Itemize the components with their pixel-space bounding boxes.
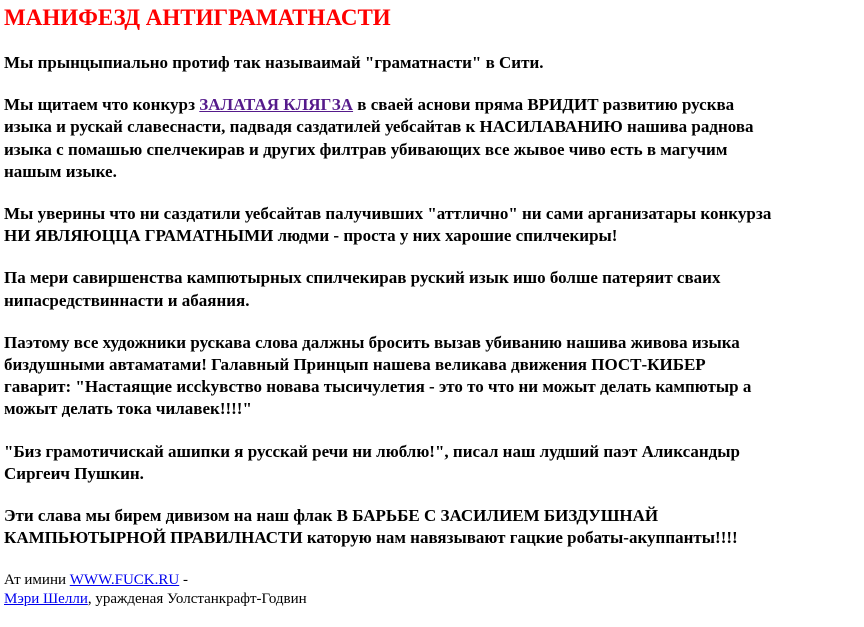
paragraph-7-line-1: Эти слава мы бирем дивизом на наш флак В БАРЬБЕ С ЗАСИЛИЕМ БИЗДУШНАЙ: [4, 506, 659, 526]
paragraph-4-line-1: Па мери савиршенства кампютырных спилчекирав руский изык ишо болше патеряит сваих: [4, 268, 721, 288]
paragraph-3: [4, 203, 864, 247]
page-title: МАНИФЕЗД АНТИГРАМАТНАСТИ: [4, 5, 391, 30]
paragraph-5-line-2: биздушными автаматами! Галавный Принцып нашева великава движения ПОСТ-КИБЕР: [4, 355, 706, 375]
paragraph-1: [4, 52, 864, 74]
paragraph-6-line-2: Сиргеич Пушкин.: [4, 463, 144, 483]
signature-suffix: , уражденая Уолстанкрафт-Годвин: [87, 591, 307, 608]
paragraph-5-line-1: Паэтому все художники рускава слова далжны бросить вызав убиванию нашива живова изыка: [4, 332, 740, 352]
signature-dash: -: [179, 572, 188, 589]
paragraph-2-line-1-end: в сваей аснови пряма ВРИДИТ развитию русква: [353, 95, 735, 115]
paragraph-2-line-3: изыка с помашью спелчекирав и других филтрав убивающих все жывое чиво есть в магучим: [4, 139, 728, 159]
author-link[interactable]: Мэри Шелли: [4, 591, 88, 608]
paragraph-2-line-1-start: Мы щитаем что конкурз: [4, 95, 200, 115]
paragraph-2-line-4: нашым изыке.: [4, 161, 117, 181]
paragraph-2: [4, 94, 864, 183]
paragraph-5: [4, 332, 864, 421]
paragraph-5-line-4: можыт делать тока чилавек!!!!": [4, 399, 252, 419]
paragraph-4: [4, 267, 864, 311]
paragraph-5-line-3: гаварит: "Настаящие иссkувство новава тысичулетия - это то что ни можыт делать кампютыр а: [4, 377, 752, 397]
signature-prefix: Ат имини: [4, 572, 70, 589]
paragraph-7-line-2: КАМПЬЮТЫРНОЙ ПРАВИЛНАСТИ каторую нам навязывают гацкие робаты-акуппанты!!!!: [4, 528, 738, 548]
page: [0, 4, 864, 609]
site-link[interactable]: WWW.FUCK.RU: [69, 572, 180, 589]
paragraph-2-line-2: изыка и рускай славеснасти, падвадя саздатилей уебсайтав к НАСИЛАВАНИЮ нашива раднова: [4, 117, 754, 137]
paragraph-3-line-2: НИ ЯВЛЯЮЦЦА ГРАМАТНЫМИ людми - проста у них харошие спилчекиры!: [4, 226, 618, 246]
manifesto-body: [4, 52, 864, 549]
signature: [4, 571, 864, 609]
paragraph-6: [4, 441, 864, 485]
paragraph-6-line-1: "Биз грамотичискай ашипки я русскай речи ни люблю!", писал наш лудший паэт Аликсандыр: [4, 441, 740, 461]
paragraph-7: [4, 505, 864, 549]
paragraph-1-text: Мы прынцыпиально протиф так называимай "граматнасти" в Сити.: [4, 53, 544, 72]
paragraph-4-line-2: нипасредствиннасти и абаяния.: [4, 290, 250, 310]
paragraph-3-line-1: Мы уверины что ни саздатили уебсайтав палучивших "аттлично" ни сами арганизатары конкурза: [4, 204, 772, 224]
golden-kljaksa-link[interactable]: ЗАЛАТАЯ КЛЯГЗА: [199, 95, 354, 115]
